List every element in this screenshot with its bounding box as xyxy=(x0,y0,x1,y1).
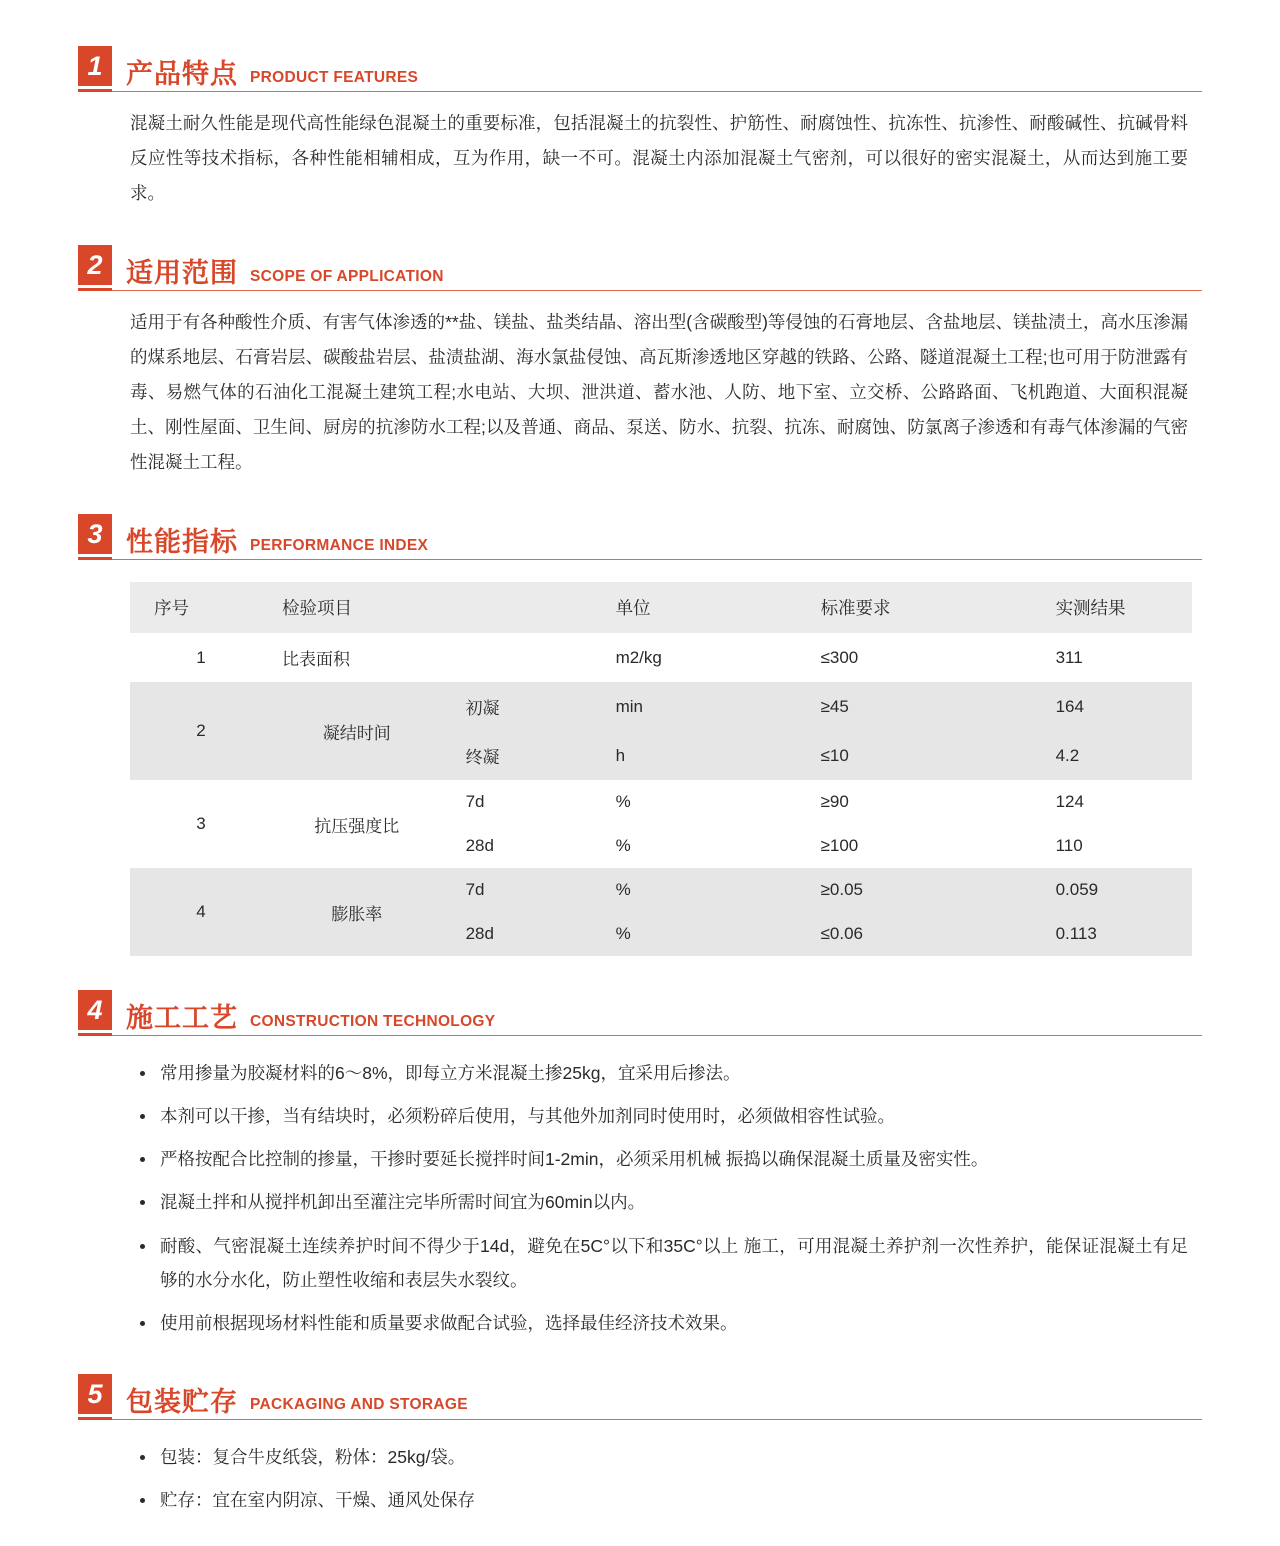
cell-item: 膨胀率 xyxy=(258,868,442,956)
section-divider xyxy=(78,1419,1202,1420)
performance-index-table xyxy=(130,582,1192,956)
section-divider xyxy=(78,1035,1202,1036)
section-heading-construction xyxy=(78,990,1202,1036)
section-heading-performance xyxy=(78,514,1202,560)
cell-subitem: 初凝 xyxy=(442,682,592,731)
section-title-cn: 包装贮存 xyxy=(126,1386,238,1417)
cell-no: 1 xyxy=(130,633,258,682)
cell-result: 311 xyxy=(1032,633,1192,682)
list-item: 耐酸、气密混凝土连续养护时间不得少于14d，避免在5C°以下和35C°以上 施工，可用混凝土养护剂一次性养护，能保证混凝土有足够的水分水化，防止塑性收缩和表层失水裂纹。 xyxy=(156,1229,1188,1297)
cell-no: 2 xyxy=(130,682,258,780)
section-number-badge: 5 xyxy=(78,1374,112,1414)
cell-standard: ≥45 xyxy=(797,682,1032,731)
list-item: 常用掺量为胶凝材料的6～8%，即每立方米混凝土掺25kg，宜采用后掺法。 xyxy=(156,1056,1188,1090)
table-row xyxy=(130,682,1192,731)
cell-standard: ≤10 xyxy=(797,731,1032,780)
section-title-cn: 适用范围 xyxy=(126,258,238,288)
cell-item: 凝结时间 xyxy=(258,682,442,780)
cell-item: 抗压强度比 xyxy=(258,780,442,868)
cell-result: 124 xyxy=(1032,780,1192,824)
cell-standard: ≤0.06 xyxy=(797,912,1032,956)
column-header-standard: 标准要求 xyxy=(797,582,1032,633)
section-number-badge: 1 xyxy=(78,46,112,86)
list-item: 严格按配合比控制的掺量，干掺时要延长搅拌时间1-2min，必须采用机械 振捣以确保混凝土质量及密实性。 xyxy=(156,1142,1188,1176)
section-title-en: SCOPE OF APPLICATION xyxy=(250,267,444,285)
cell-subitem: 28d xyxy=(442,912,592,956)
column-header-no: 序号 xyxy=(130,582,258,633)
section-title-en: PERFORMANCE INDEX xyxy=(250,536,429,554)
list-item: 本剂可以干掺，当有结块时，必须粉碎后使用，与其他外加剂同时使用时，必须做相容性试验。 xyxy=(156,1099,1188,1133)
section-number-badge: 4 xyxy=(78,990,112,1030)
cell-no: 3 xyxy=(130,780,258,868)
section-number-badge: 3 xyxy=(78,514,112,554)
column-header-item: 检验项目 xyxy=(258,582,592,633)
cell-unit: % xyxy=(592,912,797,956)
table-row xyxy=(130,633,1192,682)
cell-standard: ≥0.05 xyxy=(797,868,1032,912)
section-heading-packaging xyxy=(78,1374,1202,1420)
cell-result: 110 xyxy=(1032,824,1192,868)
list-item: 贮存：宜在室内阴凉、干燥、通风处保存 xyxy=(156,1483,1188,1517)
section-divider xyxy=(78,290,1202,291)
section-title-en: PACKAGING AND STORAGE xyxy=(250,1396,468,1414)
section-title-en: PRODUCT FEATURES xyxy=(250,68,419,86)
section-heading-product-features xyxy=(78,46,1202,92)
cell-result: 0.113 xyxy=(1032,912,1192,956)
table-row xyxy=(130,780,1192,824)
cell-subitem: 28d xyxy=(442,824,592,868)
section-title-en: CONSTRUCTION TECHNOLOGY xyxy=(250,1012,496,1030)
cell-item: 比表面积 xyxy=(258,633,592,682)
cell-result: 0.059 xyxy=(1032,868,1192,912)
section-divider xyxy=(78,91,1202,92)
cell-standard: ≤300 xyxy=(797,633,1032,682)
table-row xyxy=(130,868,1192,912)
section-title-cn: 施工工艺 xyxy=(126,1003,238,1033)
column-header-result: 实测结果 xyxy=(1032,582,1192,633)
cell-unit: h xyxy=(592,731,797,780)
cell-unit: % xyxy=(592,824,797,868)
performance-table-wrapper xyxy=(130,582,1202,956)
cell-subitem: 7d xyxy=(442,868,592,912)
cell-standard: ≥90 xyxy=(797,780,1032,824)
cell-no: 4 xyxy=(130,868,258,956)
cell-subitem: 终凝 xyxy=(442,731,592,780)
cell-unit: m2/kg xyxy=(592,633,797,682)
cell-unit: min xyxy=(592,682,797,731)
cell-unit: % xyxy=(592,868,797,912)
list-item: 包装：复合牛皮纸袋，粉体：25kg/袋。 xyxy=(156,1440,1188,1474)
section-number-badge: 2 xyxy=(78,245,112,285)
section-heading-scope xyxy=(78,245,1202,291)
list-item: 使用前根据现场材料性能和质量要求做配合试验，选择最佳经济技术效果。 xyxy=(156,1306,1188,1340)
cell-subitem: 7d xyxy=(442,780,592,824)
cell-result: 164 xyxy=(1032,682,1192,731)
section-title-cn: 性能指标 xyxy=(126,527,238,557)
list-item: 混凝土拌和从搅拌机卸出至灌注完毕所需时间宜为60min以内。 xyxy=(156,1185,1188,1219)
cell-standard: ≥100 xyxy=(797,824,1032,868)
packaging-bullet-list xyxy=(130,1440,1202,1517)
construction-bullet-list xyxy=(130,1056,1202,1340)
section-divider xyxy=(78,559,1202,560)
table-header-row xyxy=(130,582,1192,633)
cell-unit: % xyxy=(592,780,797,824)
section-title-cn: 产品特点 xyxy=(126,59,238,89)
product-features-paragraph: 混凝土耐久性能是现代高性能绿色混凝土的重要标准，包括混凝土的抗裂性、护筋性、耐腐蚀性、抗冻性、抗渗性、耐酸碱性、抗碱骨料反应性等技术指标，各种性能相辅相成，互为作用，缺一不可。混凝土内添加混凝土气密剂，可以很好的密实混凝土，从而达到施工要求。 xyxy=(130,113,1188,203)
column-header-unit: 单位 xyxy=(592,582,797,633)
cell-result: 4.2 xyxy=(1032,731,1192,780)
scope-paragraph: 适用于有各种酸性介质、有害气体渗透的**盐、镁盐、盐类结晶、溶出型(含碳酸型)等侵蚀的石膏地层、含盐地层、镁盐渍土，高水压渗漏的煤系地层、石膏岩层、碳酸盐岩层、盐渍盐湖、海水氯盐侵蚀、高瓦斯渗透地区穿越的铁路、公路、隧道混凝土工程;也可用于防泄露有毒、易燃气体的石油化工混凝土建筑工程;水电站、大坝、泄洪道、蓄水池、人防、地下室、立交桥、公路路面、飞机跑道、大面积混凝土、刚性屋面、卫生间、厨房的抗渗防水工程;以及普通、商品、泵送、防水、抗裂、抗冻、耐腐蚀、防氯离子渗透和有毒气体渗漏的气密性混凝土工程。 xyxy=(130,312,1188,472)
